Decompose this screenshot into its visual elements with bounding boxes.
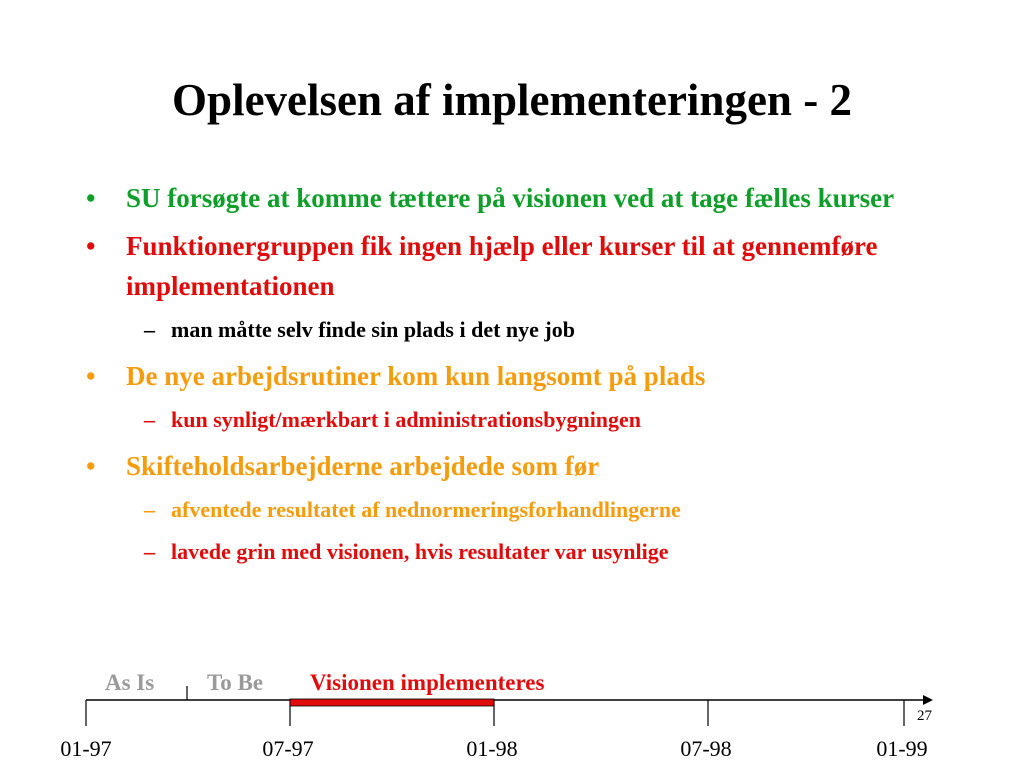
phase-to-be: To Be <box>207 670 264 695</box>
implementation-period-bar <box>290 699 494 706</box>
tick-label: 01-97 <box>60 736 112 761</box>
bullet-marker: • <box>86 451 96 481</box>
tick-label: 07-97 <box>262 736 314 761</box>
bullet-marker: • <box>86 231 96 261</box>
slide-title: Oplevelsen af implementeringen - 2 <box>172 75 852 125</box>
phase-implementation: Visionen implementeres <box>310 670 545 695</box>
sub-bullet-marker: – <box>144 497 155 522</box>
sub-bullet-marker: – <box>144 539 155 564</box>
sub-bullet-marker: – <box>144 407 155 432</box>
timeline-arrow-icon <box>923 695 933 705</box>
tick-label: 07-98 <box>680 736 732 761</box>
sub-bullet-text: afventede resultatet af nednormeringsforhandlingerne <box>171 497 681 522</box>
bullet-marker: • <box>86 361 96 391</box>
bullet-text: De nye arbejdsrutiner kom kun langsomt på plads <box>126 361 706 391</box>
bullet-text: SU forsøgte at komme tættere på visionen ved at tage fælles kurser <box>126 183 895 213</box>
tick-label: 01-98 <box>466 736 518 761</box>
tick-label: 01-99 <box>876 736 928 761</box>
bullet-text: Funktionergruppen fik ingen hjælp eller kurser til at gennemføre implementationen <box>126 231 878 301</box>
bullet-text: Skifteholdsarbejderne arbejdede som før <box>126 451 600 481</box>
bullet-marker: • <box>86 183 96 213</box>
sub-bullet-text: man måtte selv finde sin plads i det nye job <box>171 317 575 342</box>
sub-bullet-text: kun synligt/mærkbart i administrationsbygningen <box>171 407 642 432</box>
sub-bullet-marker: – <box>144 317 155 342</box>
phase-as-is: As Is <box>105 670 155 695</box>
sub-bullet-text: lavede grin med visionen, hvis resultater var usynlige <box>171 539 669 564</box>
page-number: 27 <box>917 708 932 724</box>
